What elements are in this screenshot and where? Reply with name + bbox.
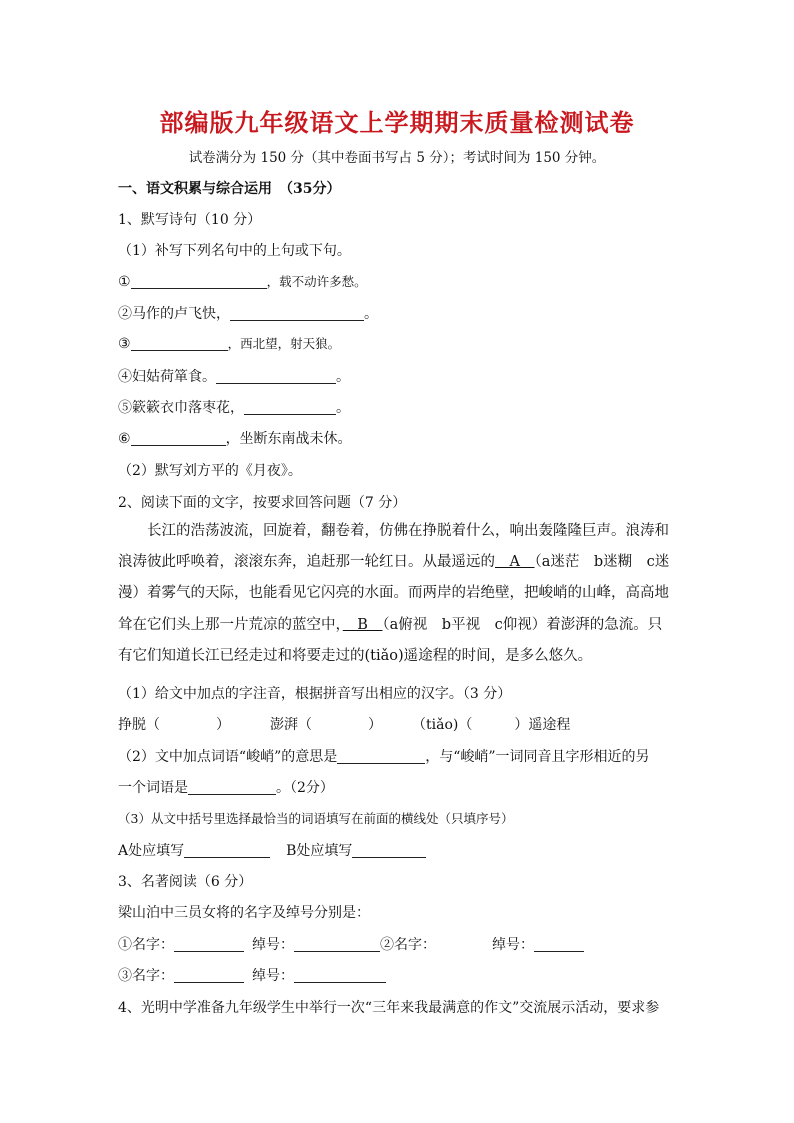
q2-sub2-line1: （2）文中加点词语“峻峭”的意思是 ，与“峻峭”一词同音且字形相近的另	[118, 749, 650, 765]
answer-blank[interactable]	[131, 335, 228, 351]
q1-item-6: ⑥ ，坐断东南战未休。	[118, 431, 352, 447]
answer-blank[interactable]	[184, 842, 270, 858]
blank-b[interactable]: B	[342, 616, 383, 633]
q1-item-1: ① ，载不动许多愁。	[118, 274, 367, 290]
q3-line: 梁山泊中三员女将的名字及绰号分别是：	[118, 905, 370, 921]
answer-blank[interactable]	[244, 399, 336, 415]
q1-heading: 1、默写诗句（10 分）	[118, 212, 262, 228]
answer-blank[interactable]	[230, 305, 364, 321]
exam-title: 部编版九年级语文上学期期末质量检测试卷	[159, 108, 635, 137]
q3-heading: 3、名著阅读（6 分）	[118, 874, 253, 890]
q2-sub3: （3）从文中括号里选择最恰当的词语填写在前面的横线处（只填序号）	[118, 811, 514, 826]
answer-blank[interactable]	[534, 936, 584, 952]
q2-passage: 长江的浩荡波流，回旋着，翻卷着，仿佛在挣脱着什么，响出轰隆隆巨声。浪涛和浪涛彼此呼唤着，滚滚东奔，追赶那一轮红日。从最遥远的 A （a迷茫 b迷糊 c迷漫）着雾气的天际，也能看见它闪亮的水面。而两岸的岩绝壁，把峻峭的山峰，高高地耸在它们头上那一片荒凉的蓝空中， B （a俯视 b平视 c仰视）着澎湃的急流。只有它们知道长江已经走过和将要走过的(tiǎo)遥途程的时间，是多么悠久。	[118, 523, 670, 664]
q1-sub1: （1）补写下列名句中的上句或下句。	[118, 243, 351, 259]
answer-blank[interactable]	[174, 967, 244, 983]
q1-item-5: ⑤簌簌衣巾落枣花， 。	[118, 400, 350, 416]
answer-blank[interactable]	[352, 842, 426, 858]
exam-subtitle: 试卷满分为 150 分（其中卷面书写占 5 分）；考试时间为 150 分钟。	[188, 150, 606, 166]
q2-heading: 2、阅读下面的文字，按要求回答问题（7 分）	[118, 495, 407, 511]
answer-blank[interactable]	[188, 779, 276, 795]
q2-sub2-line2: 一个词语是 。（2分）	[118, 780, 334, 796]
answer-blank[interactable]	[337, 748, 425, 764]
answer-blank[interactable]	[216, 368, 336, 384]
q2-sub3-answers: A处应填写 B处应填写	[118, 840, 426, 860]
answer-blank[interactable]	[294, 967, 386, 983]
q2-sub1-items: 挣脱（ ） 澎湃（ ） （tiǎo)（ ）遥途程	[118, 717, 571, 733]
answer-blank[interactable]	[294, 936, 380, 952]
q2-sub1: （1）给文中加点的字注音，根据拼音写出相应的汉字。（3 分）	[118, 686, 512, 702]
blank-a[interactable]: A	[495, 554, 535, 571]
q1-item-4: ④妇姑荷箪食。 。	[118, 369, 350, 385]
q1-sub2: （2）默写刘方平的《月夜》。	[118, 463, 302, 479]
answer-blank[interactable]	[174, 936, 244, 952]
section-heading-1: 一、语文积累与综合运用 （35分）	[118, 181, 341, 197]
q1-item-3: ③ ，西北望，射天狼。	[118, 336, 341, 352]
q3-row-2: ③名字： 绰号：	[118, 965, 386, 985]
q3-row-1: ①名字： 绰号： ②名字： 绰号：	[118, 934, 584, 954]
q1-item-2: ②马作的卢飞快， 。	[118, 306, 378, 322]
q4-heading: 4、光明中学准备九年级学生中举行一次“三年来我最满意的作文”交流展示活动，要求参	[118, 1000, 660, 1016]
answer-blank[interactable]	[131, 273, 267, 289]
answer-blank[interactable]	[131, 430, 226, 446]
